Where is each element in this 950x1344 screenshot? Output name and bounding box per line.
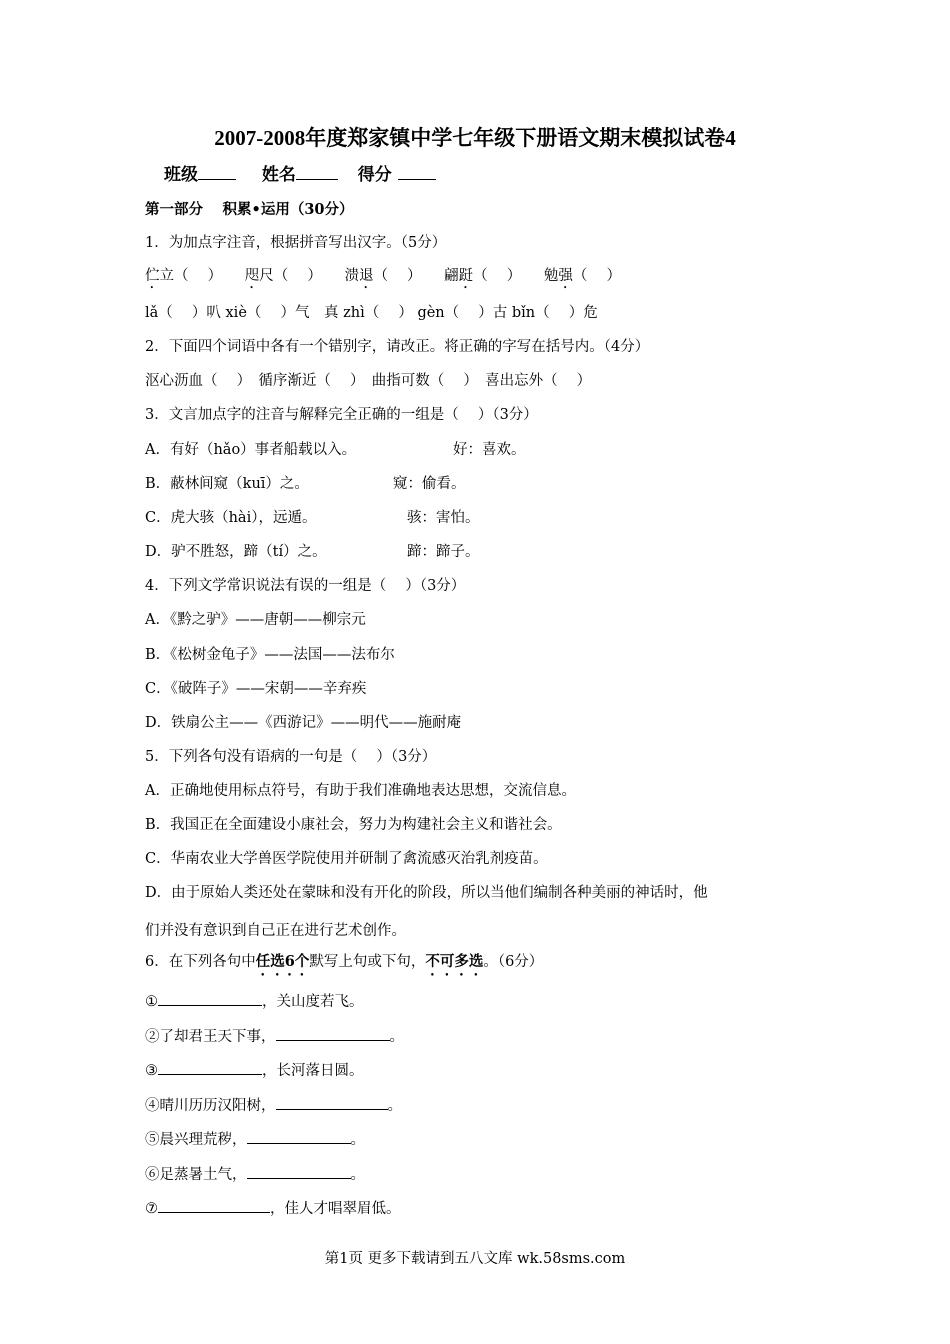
q2-stem: 2．下面四个词语中各有一个错别字，请改正。将正确的字写在括号内。（4分） xyxy=(145,339,650,355)
class-label: 班级 xyxy=(164,165,198,185)
q3-option-d: D．驴不胜怒，蹄（tí）之。 蹄：蹄子。 xyxy=(145,544,480,560)
answer-blank[interactable] xyxy=(158,1197,270,1213)
q6-item-1: ① ，关山度若飞。 xyxy=(145,990,364,1012)
answer-blank[interactable] xyxy=(247,1128,351,1144)
q1-item-4: 翩跹（ ） xyxy=(444,268,522,284)
q6-emphasis-choose: 任选6个 xyxy=(255,953,310,970)
q5-option-d-cont: 们并没有意识到自己正在进行艺术创作。 xyxy=(145,923,406,939)
q5-option-c: C．华南农业大学兽医学院使用并研制了禽流感灭治乳剂疫苗。 xyxy=(145,851,548,867)
q5-option-d: D．由于原始人类还处在蒙昧和没有开化的阶段，所以当他们编制各种美丽的神话时，他 xyxy=(145,885,708,901)
q1-row2: lǎ（ ）叭 xiè（ ）气 真 zhì（ ） gèn（ ）古 bǐn（ ）危 xyxy=(145,305,598,321)
q1-item-2: 咫尺（ ） xyxy=(244,268,322,284)
q3-option-a: A．有好（hǎo）事者船载以入。 好：喜欢。 xyxy=(145,442,526,458)
q4-option-b: B．《松树金龟子》——法国——法布尔 xyxy=(145,647,395,663)
page-footer: 第1页 更多下载请到五八文库 wk.58sms.com xyxy=(324,1251,626,1267)
q1-item-5: 勉强（ ） xyxy=(543,268,621,284)
score-blank xyxy=(398,164,436,180)
q2-words: 沤心沥血（ ） 循序渐近（ ） 曲指可数（ ） 喜出忘外（ ） xyxy=(145,373,592,389)
q4-option-d: D．铁扇公主——《西游记》——明代——施耐庵 xyxy=(145,715,462,731)
q5-option-b: B．我国正在全面建设小康社会，努力为构建社会主义和谐社会。 xyxy=(145,817,562,833)
q1-stem: 1．为加点字注音，根据拼音写出汉字。（5分） xyxy=(145,235,447,251)
q6-item-4: ④晴川历历汉阳树， 。 xyxy=(145,1094,402,1116)
q3-stem: 3．文言加点字的注音与解释完全正确的一组是（ ）（3分） xyxy=(145,407,538,423)
q5-option-a: A．正确地使用标点符号，有助于我们准确地表达思想，交流信息。 xyxy=(145,783,576,799)
q6-emphasis-no-extra: 不可多选 xyxy=(425,953,484,970)
student-info-row xyxy=(164,164,436,185)
page-title: 2007-2008年度郑家镇中学七年级下册语文期末模拟试卷4 xyxy=(214,126,736,150)
q4-option-c: C．《破阵子》——宋朝——辛弃疾 xyxy=(145,681,367,697)
q1-item-1: 伫立（ ） xyxy=(145,268,223,284)
q6-item-3: ③ ，长河落日圆。 xyxy=(145,1059,364,1081)
answer-blank[interactable] xyxy=(276,1025,390,1041)
class-blank xyxy=(198,164,236,180)
q6-stem: 6．在下列各句中任选6个默写上句或下句，不可多选。（6分） xyxy=(145,953,544,970)
answer-blank[interactable] xyxy=(158,1059,262,1075)
name-label: 姓名 xyxy=(261,165,296,185)
q6-item-7: ⑦ ，佳人才唱翠眉低。 xyxy=(145,1197,401,1219)
q3-option-c: C．虎大骇（hài），远遁。 骇：害怕。 xyxy=(145,510,480,526)
answer-blank[interactable] xyxy=(247,1163,351,1179)
q4-stem: 4．下列文学常识说法有误的一组是（ ）（3分） xyxy=(145,578,466,594)
part1-heading: 第一部分 积累•运用（30分） xyxy=(145,201,354,218)
score-label: 得分 xyxy=(357,165,392,185)
answer-blank[interactable] xyxy=(276,1094,388,1110)
q1-row1 xyxy=(145,266,621,292)
q1-item-3: 溃退（ ） xyxy=(344,268,422,284)
q5-stem: 5．下列各句没有语病的一句是（ ）（3分） xyxy=(145,749,437,765)
q6-item-6: ⑥足蒸暑土气， 。 xyxy=(145,1163,365,1185)
name-blank xyxy=(296,164,338,180)
q6-item-2: ②了却君王天下事， 。 xyxy=(145,1025,404,1047)
q6-item-5: ⑤晨兴理荒秽， 。 xyxy=(145,1128,365,1150)
q4-option-a: A．《黔之驴》——唐朝——柳宗元 xyxy=(145,612,366,628)
q3-option-b: B．蔽林间窥（kuī）之。 窥：偷看。 xyxy=(145,476,466,492)
answer-blank[interactable] xyxy=(158,990,262,1006)
